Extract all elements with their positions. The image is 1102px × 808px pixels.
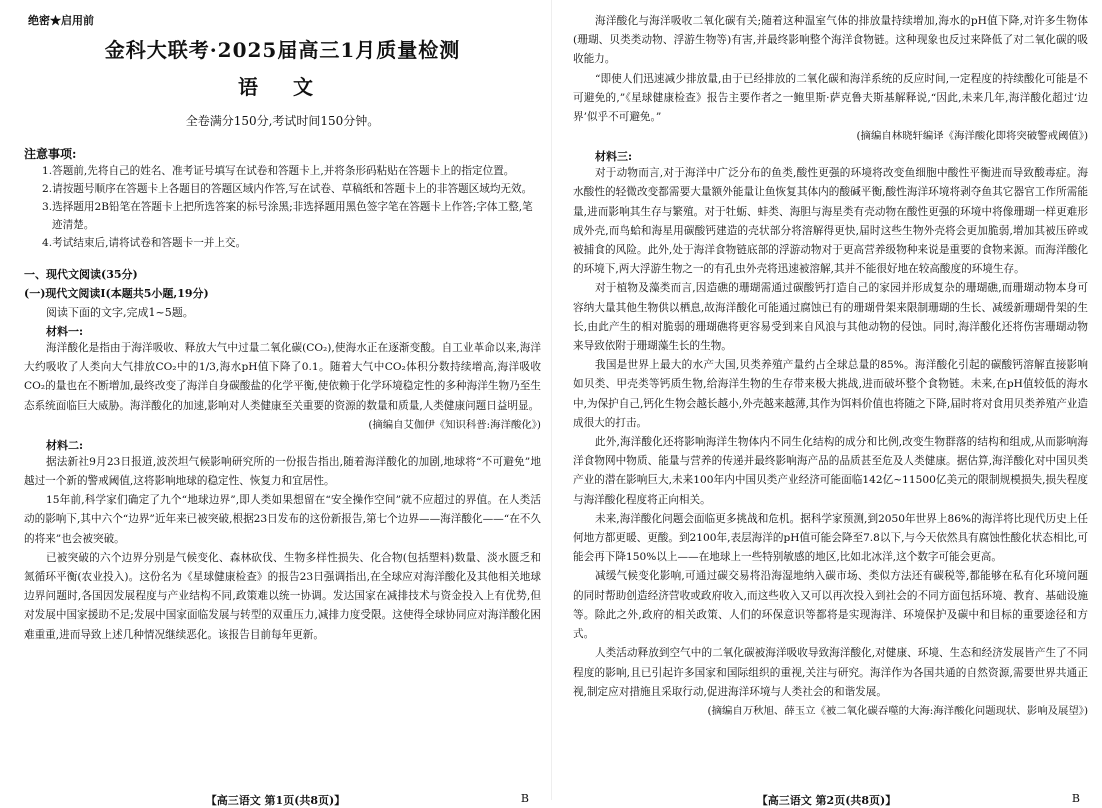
- material-2-label: 材料二:: [46, 438, 84, 452]
- exam-page-2: [551, 0, 1102, 807]
- reading-instruction: 阅读下面的文字,完成1~5题。: [46, 306, 194, 319]
- notes-heading: 注意事项:: [24, 147, 77, 161]
- material-2-paragraph: 海洋酸化与海洋吸收二氧化碳有关;随着这种温室气体的排放量持续增加,海水的pH值下降,对许多生物体(珊瑚、贝类类动物、浮游生物等)有害,并最终影响整个海洋食物链。这种现象也反过来降低了对二氧化碳的吸收能力。: [573, 15, 1088, 66]
- note-item: 3.选择题用2B铅笔在答题卡上把所选答案的标号涂黑;非选择题用黑色签字笔在答题卡上作答;字体工整,笔迹清楚。: [42, 201, 533, 231]
- section-heading: 一、现代文阅读(35分): [24, 268, 138, 281]
- material-3-paragraph: 减缓气候变化影响,可通过碳交易将沿海湿地纳入碳市场、类似方法还有碳税等,都能够在私有化环境问题的同时帮助创造经济营收或政府收入,而这些收入又可以再次投入到社会的不同方面包括环境、教育、基础设施等。除此之外,政府的相关政策、人们的环保意识等都将是实现海洋、环境保护及碳中和目标的重要途径和方式。: [573, 570, 1088, 641]
- material-2-paragraph: “即使人们迅速减少排放量,由于已经排放的二氧化碳和海洋系统的反应时间,一定程度的持续酸化可能是不可避免的,”《星球健康检查》报告主要作者之一鲍里斯·萨克鲁夫斯基解释说,“因此,未来几年,海洋酸化超过‘边界’似乎不可避免。”: [573, 72, 1088, 124]
- material-3-paragraph: 未来,海洋酸化问题会面临更多挑战和危机。据科学家预测,到2050年世界上86%的海洋将比现代历史上任何地方都更暖、更酸。到2100年,表层海洋的pH值可能会降至7.8以下,与今天依然具有腐蚀性酸化状态相比,可能会再下降150%以上——在地球上一些特别敏感的地区,比如北冰洋,这个数字可能会更高。: [573, 512, 1088, 564]
- material-2-source: (摘编自林晓轩编译《海洋酸化即将突破警戒阈值》): [856, 130, 1088, 143]
- confidential-label: 绝密★启用前: [28, 14, 94, 27]
- material-3-paragraph: 此外,海洋酸化还将影响海洋生物体内不同生化结构的成分和比例,改变生物群落的结构和组成,从而影响海洋食物网中物质、能量与营养的传递并最终影响海产品的品质甚至危及人类健康。据估算,海洋酸化对中国贝类产业的潜在影响巨大,未来100年内中国贝类产业经济可能面临142亿~11500亿美元的限制规模损失,损失程度与海洋酸化程度将正向相关。: [573, 436, 1088, 506]
- exam-title: 金科大联考·2025届高三1月质量检测: [104, 38, 461, 62]
- material-2-paragraph: 已被突破的六个边界分别是气候变化、森林砍伐、生物多样性损失、化合物(包括塑料)数量、淡水匮乏和氮循环平衡(农业投入)。这份名为《星球健康检查》的报告23日强调指出,在全球应对海洋酸化及其他相关地球边界问题时,各国因发展程度与产业结构不同,政策难以统一协调。发达国家在减排技术与资金投入上有优势,但对发展中国家援助不足;发展中国家面临发展与转型的双重压力,减排力度受限。这使得全球协同应对海洋酸化困难重重,进而导致上述几种情况继续恶化。该报告目前每年更新。: [24, 551, 541, 641]
- page-footer-text: 【高三语文 第1页(共8页)】: [205, 794, 346, 807]
- material-3-paragraph: 对于植物及藻类而言,因造礁的珊瑚需通过碳酸钙打造自己的家园并形成复杂的珊瑚礁,而珊瑚动物本身可容纳大量其他生物供以栖息,故海洋酸化可能通过腐蚀已有的珊瑚骨架来限制珊瑚的生长、减缓新珊瑚骨架的生长,由此产生的相对脆弱的珊瑚礁将更容易受到来自风浪与其他动物的侵蚀。同时,海洋酸化还将伤害珊瑚动物来导致依附于珊瑚藻生长的生物。: [573, 282, 1088, 353]
- note-item: 4.考试结束后,请将试卷和答题卡一并上交。: [42, 237, 247, 249]
- material-3-paragraph: 对于动物而言,对于海洋中广泛分布的鱼类,酸性更强的环境将改变鱼细胞中酸性平衡进而导致酸毒症。海水酸性的轻微改变都需要大量额外能量让鱼恢复其体内的酸碱平衡,酸性海洋环境将剥夺鱼其它器官工作所需能量,进而影响其生存与繁殖。对于牡蛎、蚌类、海胆与海星类有壳动物在酸性更强的环境中将像珊瑚一样更难形成外壳,而鸟蛤和海星用碳酸钙建造的壳状部分将溶解得更快,届时这些生物外壳将会更加脆弱,增加其被压碎或被捕食的风险。此外,处于海洋食物链底部的浮游动物对于更高营养级物种来说是重要的食物来源。而海洋酸化的环境下,两大浮游生物之一的有孔虫外壳将迅速被溶解,其并不能很好地在较高酸度的环境生存。: [573, 167, 1088, 276]
- material-1-text: 海洋酸化是指由于海洋吸收、释放大气中过量二氧化碳(CO₂),使海水正在逐渐变酸。自工业革命以来,海洋大约吸收了人类向大气排放CO₂中的1/3,海水pH值下降了0.1。随着大气中CO₂体积分数持续增高,海洋吸收CO₂的量也在不断增加,最终改变了海洋自身碳酸盐的化学平衡,使依赖于化学环境稳定性的多种海洋生物乃至生态系统面临巨大威胁。海洋酸化的加速,影响对人类健康至关重要的资源的数量和质量,人类健康问题日益明显。: [24, 342, 541, 412]
- material-1-label: 材料一:: [46, 325, 84, 338]
- subsection-heading: (一)现代文阅读Ⅰ(本题共5小题,19分): [24, 287, 209, 300]
- material-3-paragraph: 人类活动释放到空气中的二氧化碳被海洋吸收导致海洋酸化,对健康、环境、生态和经济发展皆产生了不同程度的影响,且已引起许多国家和国际组织的重视,关注与研究。海洋作为各国共通的自然资源,需要世界共通正视,制定应对措施且采取行动,促进海洋环境与人类社会的和谐发展。: [573, 647, 1088, 698]
- material-3-paragraph: 我国是世界上最大的水产大国,贝类养殖产量约占全球总量的85%。海洋酸化引起的碳酸钙溶解直接影响如贝类、甲壳类等钙质生物,给海洋生物的生存带来极大挑战,进而破坏整个食物链。未来,在pH值较低的海水中,为保护自己,钙化生物会越长越小,外壳越来越薄,其作为饵料价值也将随之下降,届时将对食用贝类养殖产业造成很大的打击。: [573, 359, 1088, 429]
- material-2-paragraph: 据法新社9月23日报道,波茨坦气候影响研究所的一份报告指出,随着海洋酸化的加剧,地球将“不可避免”地越过一个新的警戒阈值,这将影响地球的稳定性、恢复力和宜居性。: [24, 455, 541, 488]
- material-1-source: (摘编自艾伽伊《知识科普:海洋酸化》): [368, 418, 541, 431]
- material-3-label: 材料三:: [595, 150, 633, 164]
- score-line: 全卷满分150分,考试时间150分钟。: [185, 114, 380, 128]
- note-item: 2.请按题号顺序在答题卡上各题目的答题区域内作答,写在试卷、草稿纸和答题卡上的非答题区域均无效。: [42, 183, 533, 195]
- subject-title: 语 文: [238, 75, 327, 99]
- exam-page-1: [0, 0, 551, 807]
- material-2-paragraph: 15年前,科学家们确定了九个“地球边界”,即人类如果想留在“安全操作空间”就不应超过的界值。在人类活动的影响下,其中六个“边界”近年来已被突破,根据23日发布的这份新报告,第七个边界——海洋酸化——“在不久的将来”也会被突破。: [24, 494, 541, 545]
- version-mark: B: [520, 792, 529, 805]
- material-3-source: (摘编自万秋旭、薛玉立《被二氧化碳吞噬的大海:海洋酸化问题现状、影响及展望》): [707, 704, 1088, 717]
- note-item: 1.答题前,先将自己的姓名、准考证号填写在试卷和答题卡上,并将条形码粘贴在答题卡上的指定位置。: [42, 165, 515, 177]
- page-footer-text: 【高三语文 第2页(共8页)】: [756, 794, 897, 807]
- version-mark: B: [1071, 792, 1080, 805]
